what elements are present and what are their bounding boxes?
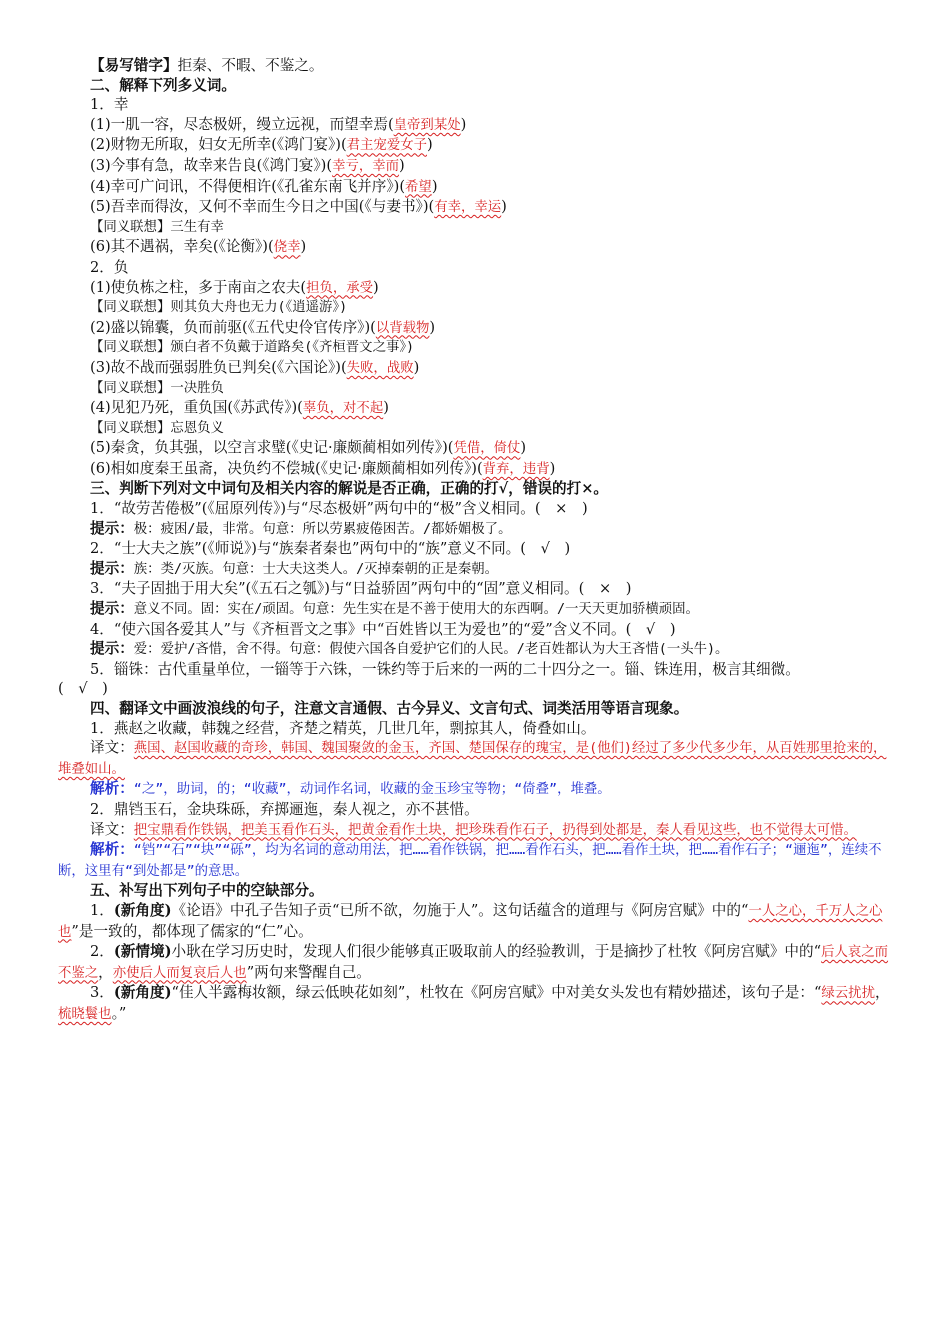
word-fu-list bbox=[58, 278, 898, 480]
item-end: ) bbox=[399, 156, 405, 174]
tip-text: 族：类/灭族。句意：士大夫这类人。/灭掉秦朝的正是秦朝。 bbox=[133, 561, 499, 577]
item-end: ) bbox=[429, 318, 436, 336]
document-page bbox=[58, 56, 898, 1025]
answer: 希望 bbox=[405, 179, 432, 195]
item-text: (2)财物无所取，妇女无所幸(《鸿门宴》)( bbox=[90, 136, 347, 154]
judge-item: 3．“夫子固拙于用大矣”(《五石之瓠》)与“日益骄固”两句中的“固”意义相同。( × ) bbox=[90, 580, 632, 598]
item-text: (5)吾幸而得汝，又何不幸而生今日之中国(《与妻书》)( bbox=[90, 198, 435, 216]
translate-q1: 1．燕赵之收藏，韩魏之经营，齐楚之精英，几世几年，剽掠其人，倚叠如山。 bbox=[90, 719, 596, 737]
answer: 凭借，倚仗 bbox=[453, 441, 521, 457]
word-fu-item bbox=[58, 358, 898, 379]
item-end: ) bbox=[549, 459, 556, 477]
answer: 担负，承受 bbox=[306, 280, 374, 296]
word-xing-item bbox=[58, 135, 898, 156]
word-xing-item bbox=[58, 156, 898, 177]
tip-label: 提示： bbox=[90, 640, 134, 658]
synonym-note: 【同义联想】三生有幸 bbox=[90, 219, 224, 235]
answer: 背弃，违背 bbox=[482, 461, 550, 477]
synonym-note: 【同义联想】忘恩负义 bbox=[90, 420, 224, 436]
item-text: (4)幸可广问讯，不得便相许(《孔雀东南飞并序》)( bbox=[90, 177, 406, 195]
judge-item: 1．“故劳苦倦极”(《屈原列传》)与“尽态极妍”两句中的“极”含义相同。( × ) bbox=[90, 500, 588, 518]
item-end: ) bbox=[383, 399, 389, 417]
item-text: (2)盛以锦囊，负而前驱(《五代史伶官传序》)( bbox=[90, 318, 376, 336]
answer: 侥幸 bbox=[273, 240, 301, 256]
item-text: (5)秦贪，负其强，以空言求璧(《史记·廉颇蔺相如列传》)( bbox=[90, 439, 454, 457]
translate-a2: 译文：把宝鼎看作铁锅，把美玉看作石头，把黄金看作土块，把珍珠看作石子，扔得到处都是，秦人看见这些，也不觉得太可惜。 bbox=[90, 820, 857, 838]
fill-q2: 2．(新情境)小耿在学习历史时，发现人们很少能够真正吸取前人的经验教训，于是摘抄了杜牧《阿房宫赋》中的“后人哀之而不鉴之，亦使后人而复哀后人也”两句来警醒自己。 bbox=[58, 943, 889, 981]
judge-list bbox=[58, 499, 898, 660]
item-end: ) bbox=[373, 278, 379, 296]
item-text: (3)今事有急，故幸来告良(《鸿门宴》)( bbox=[90, 156, 333, 174]
section-3-title: 三、判断下列对文中词句及相关内容的解说是否正确，正确的打√，错误的打×。 bbox=[90, 480, 609, 498]
fill-q3: 3．(新角度)“佳人半露梅妆额，绿云低映花如刻”，杜牧在《阿房宫赋》中对美女头发也有精妙描述，该句子是：“绿云扰扰，梳晓鬟也。” bbox=[58, 984, 890, 1022]
synonym-note: 【同义联想】则其负大舟也无力(《逍遥游》) bbox=[90, 300, 348, 316]
tip-label: 提示： bbox=[90, 559, 134, 577]
tip-text: 爱：爱护/吝惜，舍不得。句意：假使六国各自爱护它们的人民。/老百姓都认为大王吝惜(一头牛)。 bbox=[133, 642, 729, 658]
word-xing-item-6: (6)其不遇祸，幸矣(《论衡》)(侥幸) bbox=[90, 238, 307, 256]
analysis-2: 解析：“铛”“石”“块”“砾”，均为名词的意动用法，把……看作铁锅，把……看作石头，把……看作土块，把……看作石子；“逦迤”，连续不断，这里有“到处都是”的意思。 bbox=[58, 841, 882, 879]
word-fu-item bbox=[58, 398, 898, 419]
item-text: (3)故不战而强弱胜负已判矣(《六国论》)( bbox=[90, 358, 347, 376]
tip-text: 意义不同。固：实在/顽固。句意：先生实在是不善于使用大的东西啊。/一天天更加骄横顽固。 bbox=[133, 602, 699, 618]
answer: 以背载物 bbox=[375, 320, 430, 336]
judge-item-5-answer: ( √ ) bbox=[58, 680, 108, 698]
section-4-title: 四、翻译文中画波浪线的句子，注意文言通假、古今异义、文言句式、词类活用等语言现象。 bbox=[90, 700, 689, 717]
section-2-title: 二、解释下列多义词。 bbox=[90, 76, 236, 94]
answer: 失败，战败 bbox=[346, 360, 414, 376]
judge-tip bbox=[58, 639, 898, 660]
word-xing-item bbox=[58, 177, 898, 198]
word-fu-item bbox=[58, 278, 898, 299]
item-end: ) bbox=[501, 198, 507, 216]
word-fu-head: 2．负 bbox=[90, 258, 129, 276]
item-text: (4)见犯乃死，重负国(《苏武传》)( bbox=[90, 399, 303, 417]
judge-item: 2．“士大夫之族”(《师说》)与“族秦者秦也”两句中的“族”意义不同。( √ ) bbox=[90, 540, 571, 558]
word-xing-list bbox=[58, 115, 898, 218]
fill-q1: 1．(新角度)《论语》中孔子告知子贡“已所不欲，勿施于人”。这句话蕴含的道理与《阿房宫赋》中的“一人之心，千万人之心也”是一致的，都体现了儒家的“仁”心。 bbox=[58, 901, 883, 940]
answer: 君主宠爱女子 bbox=[346, 138, 427, 154]
item-end: ) bbox=[427, 136, 433, 154]
answer: 有幸，幸运 bbox=[434, 200, 502, 216]
synonym-note: 【同义联想】颁白者不负戴于道路矣(《齐桓晋文之事》) bbox=[90, 340, 415, 356]
item-end: ) bbox=[460, 115, 467, 133]
word-xing-head: 1．幸 bbox=[90, 96, 129, 114]
judge-item-5: 5．锱铢：古代重量单位，一锱等于六铢，一铢约等于后来的一两的二十四分之一。锱、铢连用，极言其细微。 bbox=[90, 660, 800, 678]
translate-q2: 2．鼎铛玉石，金块珠砾，弃掷逦迤，秦人视之，亦不甚惜。 bbox=[90, 800, 479, 818]
item-end: ) bbox=[413, 358, 420, 376]
item-end: ) bbox=[520, 439, 527, 457]
cuozi-line: 【易写错字】拒秦、不暇、不鉴之。 bbox=[90, 57, 324, 74]
answer: 皇帝到某处 bbox=[393, 117, 461, 133]
item-text: (1)使负栋之柱，多于南亩之农夫( bbox=[90, 278, 307, 296]
answer: 幸亏，幸而 bbox=[332, 158, 400, 174]
section-5-title: 五、补写出下列句子中的空缺部分。 bbox=[90, 882, 324, 900]
word-xing-item bbox=[58, 115, 898, 136]
item-text: (6)相如度秦王虽斋，决负约不偿城(《史记·廉颇蔺相如列传》)( bbox=[90, 459, 483, 477]
judge-tip bbox=[58, 599, 898, 620]
item-end: ) bbox=[431, 177, 438, 195]
answer: 辜负，对不起 bbox=[302, 401, 384, 417]
word-fu-item bbox=[58, 438, 898, 459]
translate-a1: 译文：燕国、赵国收藏的奇珍，韩国、魏国聚敛的金玉，齐国、楚国保存的瑰宝，是(他们)经过了多少代多少年，从百姓那里抢来的，堆叠如山。 bbox=[58, 739, 887, 777]
synonym-note: 【同义联想】一决胜负 bbox=[90, 380, 224, 396]
judge-tip bbox=[58, 519, 898, 540]
judge-tip bbox=[58, 559, 898, 580]
analysis-1: 解析：“之”，助词，的；“收藏”，动词作名词，收藏的金玉珍宝等物；“倚叠”，堆叠。 bbox=[90, 780, 611, 798]
item-text: (1)一肌一容，尽态极妍，缦立远视，而望幸焉( bbox=[90, 115, 394, 133]
word-fu-item bbox=[58, 318, 898, 339]
tip-text: 极：疲困/最，非常。句意：所以劳累疲倦困苦。/都娇媚极了。 bbox=[133, 521, 512, 537]
tip-label: 提示： bbox=[90, 600, 134, 618]
tip-label: 提示： bbox=[90, 519, 134, 537]
judge-item: 4．“使六国各爱其人”与《齐桓晋文之事》中“百姓皆以王为爱也”的“爱”含义不同。( √ ) bbox=[90, 620, 676, 638]
word-fu-item bbox=[58, 459, 898, 480]
word-xing-item bbox=[58, 197, 898, 218]
